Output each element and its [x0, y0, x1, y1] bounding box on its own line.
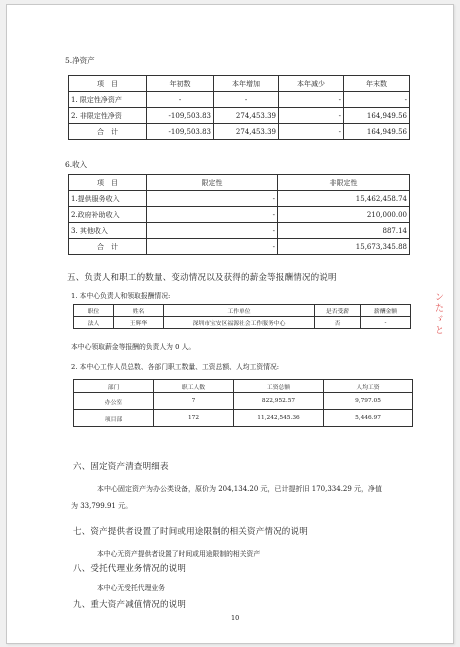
table-cell: 887.14: [278, 223, 410, 239]
table-header-row: [69, 76, 410, 92]
table-cell: 法人: [74, 317, 114, 329]
table-cell: 9,797.05: [324, 393, 413, 410]
table-header-cell: 工作单位: [164, 305, 315, 317]
table-cell: 深圳市宝安区福源社会工作服务中心: [164, 317, 315, 329]
section6-text-line1: 本中心固定资产为办公类设备，原价为 204,134.20 元，已计提折旧 170,334.29 元，净值: [97, 485, 383, 493]
table-cell: -: [279, 124, 344, 140]
table-row: [69, 239, 410, 255]
table-cell: -: [147, 223, 278, 239]
table-cell: 164,949.56: [344, 108, 410, 124]
table-header-row: [69, 175, 410, 191]
table-header-cell: 职工人数: [154, 380, 234, 393]
table-header-row: [74, 380, 413, 393]
table-header-cell: 项 目: [69, 175, 147, 191]
section8-heading: 八、受托代理业务情况的说明: [73, 564, 187, 574]
table-cell: 2. 非限定性净资: [69, 108, 147, 124]
table-row: [69, 191, 410, 207]
table-cell: 11,242,545.36: [234, 410, 324, 427]
section6-text-line2: 为 33,799.91 元。: [71, 502, 133, 510]
table-cell: -109,503.83: [147, 124, 214, 140]
income-table: [68, 174, 410, 255]
table-cell: 274,453.39: [214, 108, 279, 124]
table-header-cell: 工资总额: [234, 380, 324, 393]
table-header-cell: 项 目: [69, 76, 147, 92]
table-cell: 7: [154, 393, 234, 410]
table-header-cell: 本年增加: [214, 76, 279, 92]
table-cell: -: [361, 317, 411, 329]
table-cell: 项目部: [74, 410, 154, 427]
table-header-cell: 年初数: [147, 76, 214, 92]
table-cell: 1. 限定性净资产: [69, 92, 147, 108]
section7-heading: 七、资产提供者设置了时间或用途限制的相关资产情况的说明: [73, 527, 308, 537]
table-row: [69, 124, 410, 140]
income-title: 6.收入: [65, 160, 88, 169]
section8-text: 本中心无受托代理业务: [97, 584, 165, 592]
section7-text: 本中心无资产提供者设置了时间或用途限制的相关资产: [97, 550, 261, 558]
section5-heading: 五、负责人和职工的数量、变动情况以及获得的薪金等报酬情况的说明: [67, 273, 337, 283]
table-cell: 3. 其他收入: [69, 223, 147, 239]
table-row: [69, 207, 410, 223]
table-header-cell: 非限定性: [278, 175, 410, 191]
table-row: [74, 393, 413, 410]
table-header-cell: 姓名: [114, 305, 164, 317]
section6-heading: 六、固定资产清查明细表: [73, 462, 169, 472]
table-row: [74, 317, 411, 329]
table-cell: -: [279, 108, 344, 124]
table-cell: 164,949.56: [344, 124, 410, 140]
table-cell: 15,673,345.88: [278, 239, 410, 255]
table-header-cell: 年末数: [344, 76, 410, 92]
table-row: [69, 223, 410, 239]
table-cell: -109,503.83: [147, 108, 214, 124]
table-cell: 210,000.00: [278, 207, 410, 223]
table-cell: -: [147, 239, 278, 255]
table-header-row: [74, 305, 411, 317]
table-cell: 2.政府补助收入: [69, 207, 147, 223]
table-cell: 否: [315, 317, 361, 329]
section5-note1: 本中心领取薪金等报酬的负责人为 0 人。: [71, 343, 196, 351]
table-cell: -: [147, 92, 214, 108]
table-cell: -: [344, 92, 410, 108]
table-header-cell: 薪酬金额: [361, 305, 411, 317]
table-row: [74, 410, 413, 427]
table-cell: 15,462,458.74: [278, 191, 410, 207]
table-cell: 822,952.57: [234, 393, 324, 410]
handwritten-margin-mark: ン た ゞ と: [435, 293, 445, 336]
staff-table: [73, 379, 413, 427]
table-cell: -: [147, 191, 278, 207]
table-row: [69, 92, 410, 108]
leader-table: [73, 304, 411, 329]
table-header-cell: 限定性: [147, 175, 278, 191]
table-row: [69, 108, 410, 124]
table-cell: -: [279, 92, 344, 108]
table-cell: -: [147, 207, 278, 223]
table-cell: 合 计: [69, 239, 147, 255]
table-cell: 办公室: [74, 393, 154, 410]
table-header-cell: 本年减少: [279, 76, 344, 92]
table-cell: 合 计: [69, 124, 147, 140]
table-header-cell: 是否受薪: [315, 305, 361, 317]
table-header-cell: 人均工资: [324, 380, 413, 393]
document-page: [6, 4, 454, 644]
net-assets-table: [68, 75, 410, 140]
table-header-cell: 职位: [74, 305, 114, 317]
table-header-cell: 部门: [74, 380, 154, 393]
table-cell: -: [214, 92, 279, 108]
table-cell: 1.提供服务收入: [69, 191, 147, 207]
table-cell: 5,446.97: [324, 410, 413, 427]
table-cell: 172: [154, 410, 234, 427]
section9-heading: 九、重大资产减值情况的说明: [73, 600, 187, 610]
section5-sub1: 1. 本中心负责人和领取报酬情况:: [71, 292, 171, 300]
section5-sub2: 2. 本中心工作人员总数、各部门职工数量、工资总额、人均工资情况:: [71, 363, 280, 371]
page-number: 10: [231, 614, 240, 622]
table-cell: 王辉华: [114, 317, 164, 329]
net-assets-title: 5.净资产: [65, 56, 95, 65]
table-cell: 274,453.39: [214, 124, 279, 140]
